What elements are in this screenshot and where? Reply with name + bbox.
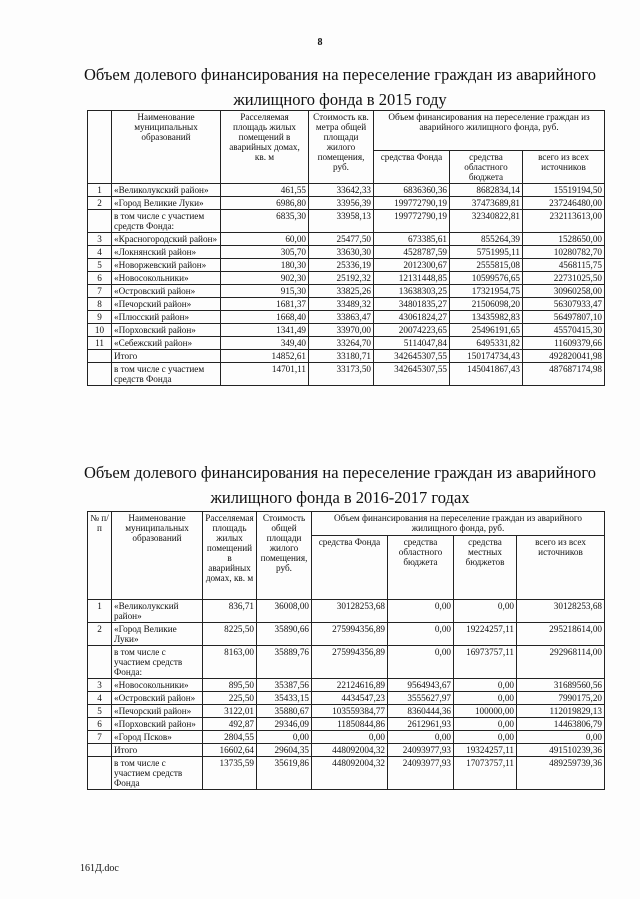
cell-num: 2 <box>88 623 112 646</box>
table1-title-line2: жилищного фонда в 2015 году <box>233 90 447 109</box>
cell-fund: 275994356,89 <box>312 646 388 679</box>
cell-total: 15519194,50 <box>523 184 605 197</box>
cell-name: «Островский район» <box>112 692 203 705</box>
cell-cost: 25477,50 <box>309 233 374 246</box>
cell-cost: 33173,50 <box>309 363 374 386</box>
cell-area: 8225,50 <box>203 623 257 646</box>
cell-regional: 0,00 <box>388 623 454 646</box>
cell-regional: 10599576,65 <box>450 272 523 285</box>
cell-name: в том числе с участием средств Фонда: <box>112 646 203 679</box>
table-row <box>88 600 605 623</box>
table-row <box>88 731 605 744</box>
cell-area: 461,55 <box>221 184 309 197</box>
cell-fund: 342645307,55 <box>374 350 450 363</box>
cell-area: 6835,30 <box>221 210 309 233</box>
cell-area: 14701,11 <box>221 363 309 386</box>
cell-area: 895,50 <box>203 679 257 692</box>
table-2016-2017 <box>87 511 605 790</box>
cell-fund: 43061824,27 <box>374 311 450 324</box>
cell-fund: 5114047,84 <box>374 337 450 350</box>
cell-area: 3122,01 <box>203 705 257 718</box>
cell-name: «Печорский район» <box>112 705 203 718</box>
cell-name: «Порховский район» <box>112 324 221 337</box>
cell-area: 349,40 <box>221 337 309 350</box>
cell-total: 1528650,00 <box>523 233 605 246</box>
cell-num <box>88 350 112 363</box>
table1-header-area: Расселяемая площадь жилых помещений в аварийных домах, кв. м <box>221 111 309 184</box>
table2-header-num: № п/п <box>88 512 112 600</box>
cell-num: 2 <box>88 197 112 210</box>
cell-fund: 30128253,68 <box>312 600 388 623</box>
cell-name: «Красногородский район» <box>112 233 221 246</box>
table-row <box>88 197 605 210</box>
cell-fund: 103559384,77 <box>312 705 388 718</box>
cell-cost: 36008,00 <box>257 600 312 623</box>
cell-regional: 17321954,75 <box>450 285 523 298</box>
table1-title <box>80 62 600 112</box>
table-row <box>88 363 605 386</box>
cell-cost: 33180,71 <box>309 350 374 363</box>
cell-fund: 673385,61 <box>374 233 450 246</box>
cell-fund: 199772790,19 <box>374 197 450 210</box>
cell-num <box>88 646 112 679</box>
cell-total: 56307933,47 <box>523 298 605 311</box>
cell-local: 19324257,11 <box>454 744 517 757</box>
page-number: 8 <box>317 37 323 48</box>
cell-num: 5 <box>88 705 112 718</box>
table-row <box>88 259 605 272</box>
cell-cost: 29604,35 <box>257 744 312 757</box>
cell-name: Итого <box>112 744 203 757</box>
cell-total: 45570415,30 <box>523 324 605 337</box>
cell-area: 6986,80 <box>221 197 309 210</box>
cell-cost: 33642,33 <box>309 184 374 197</box>
cell-fund: 4434547,23 <box>312 692 388 705</box>
table2-header-local: средства местных бюджетов <box>454 536 517 600</box>
table-row <box>88 757 605 790</box>
cell-cost: 33863,47 <box>309 311 374 324</box>
table1-header-fund: средства Фонда <box>374 151 450 184</box>
cell-total: 295218614,00 <box>517 623 605 646</box>
cell-regional: 13435982,83 <box>450 311 523 324</box>
table-row <box>88 692 605 705</box>
cell-regional: 6495331,82 <box>450 337 523 350</box>
cell-total: 30960258,00 <box>523 285 605 298</box>
cell-area: 180,30 <box>221 259 309 272</box>
cell-local: 0,00 <box>454 692 517 705</box>
cell-area: 60,00 <box>221 233 309 246</box>
cell-area: 16602,64 <box>203 744 257 757</box>
table-2015 <box>87 110 605 386</box>
cell-num: 3 <box>88 233 112 246</box>
cell-num <box>88 210 112 233</box>
table-row <box>88 246 605 259</box>
table-row <box>88 285 605 298</box>
cell-cost: 29346,09 <box>257 718 312 731</box>
cell-cost: 33630,30 <box>309 246 374 259</box>
cell-area: 1681,37 <box>221 298 309 311</box>
cell-total: 10280782,70 <box>523 246 605 259</box>
cell-fund: 0,00 <box>312 731 388 744</box>
table-row <box>88 272 605 285</box>
cell-area: 902,30 <box>221 272 309 285</box>
table2-header-regional: средства областного бюджета <box>388 536 454 600</box>
cell-num: 6 <box>88 272 112 285</box>
table-row <box>88 646 605 679</box>
cell-fund: 342645307,55 <box>374 363 450 386</box>
cell-cost: 35433,15 <box>257 692 312 705</box>
cell-area: 13735,59 <box>203 757 257 790</box>
cell-num: 1 <box>88 600 112 623</box>
cell-cost: 33825,26 <box>309 285 374 298</box>
table2-header-total: всего из всех источников <box>517 536 605 600</box>
cell-num: 7 <box>88 731 112 744</box>
table1-header-total: всего из всех источников <box>523 151 605 184</box>
cell-num: 4 <box>88 246 112 259</box>
cell-regional: 9564943,67 <box>388 679 454 692</box>
cell-total: 31689560,56 <box>517 679 605 692</box>
cell-name: в том числе с участием средств Фонда <box>112 363 221 386</box>
cell-total: 30128253,68 <box>517 600 605 623</box>
cell-name: «Себежский район» <box>112 337 221 350</box>
cell-total: 4568115,75 <box>523 259 605 272</box>
table-row <box>88 311 605 324</box>
cell-area: 225,50 <box>203 692 257 705</box>
cell-local: 0,00 <box>454 731 517 744</box>
cell-name: «Великолукский район» <box>112 184 221 197</box>
table2-header-fund: средства Фонда <box>312 536 388 600</box>
cell-local: 16973757,11 <box>454 646 517 679</box>
table-row <box>88 705 605 718</box>
cell-name: «Новосокольники» <box>112 679 203 692</box>
table-row <box>88 337 605 350</box>
table-row <box>88 210 605 233</box>
cell-cost: 0,00 <box>257 731 312 744</box>
cell-regional: 0,00 <box>388 600 454 623</box>
cell-name: «Островский район» <box>112 285 221 298</box>
table2-header-area: Расселяемая площадь жилых помещений в аварийных домах, кв. м <box>203 512 257 600</box>
cell-local: 19224257,11 <box>454 623 517 646</box>
cell-fund: 20074223,65 <box>374 324 450 337</box>
cell-total: 492820041,98 <box>523 350 605 363</box>
footer-filename: 161Д.doc <box>80 863 119 874</box>
cell-total: 11609379,66 <box>523 337 605 350</box>
table-row <box>88 350 605 363</box>
cell-num: 3 <box>88 679 112 692</box>
cell-area: 1341,49 <box>221 324 309 337</box>
cell-name: Итого <box>112 350 221 363</box>
cell-area: 836,71 <box>203 600 257 623</box>
cell-area: 492,87 <box>203 718 257 731</box>
cell-name: «Печорский район» <box>112 298 221 311</box>
cell-total: 22731025,50 <box>523 272 605 285</box>
cell-total: 489259739,36 <box>517 757 605 790</box>
table-row <box>88 184 605 197</box>
table-row <box>88 233 605 246</box>
table-row <box>88 744 605 757</box>
cell-num: 10 <box>88 324 112 337</box>
table-row <box>88 324 605 337</box>
cell-cost: 35880,67 <box>257 705 312 718</box>
cell-regional: 145041867,43 <box>450 363 523 386</box>
cell-regional: 0,00 <box>388 646 454 679</box>
cell-num: 7 <box>88 285 112 298</box>
table-row <box>88 623 605 646</box>
cell-name: «Новосокольники» <box>112 272 221 285</box>
cell-cost: 35889,76 <box>257 646 312 679</box>
cell-regional: 25496191,65 <box>450 324 523 337</box>
cell-cost: 33956,39 <box>309 197 374 210</box>
cell-total: 292968114,00 <box>517 646 605 679</box>
cell-regional: 5751995,11 <box>450 246 523 259</box>
cell-num <box>88 744 112 757</box>
cell-regional: 3555627,97 <box>388 692 454 705</box>
cell-num: 9 <box>88 311 112 324</box>
cell-num: 4 <box>88 692 112 705</box>
cell-total: 56497807,10 <box>523 311 605 324</box>
table2-title <box>80 460 600 510</box>
cell-regional: 32340822,81 <box>450 210 523 233</box>
cell-total: 0,00 <box>517 731 605 744</box>
table1-header-volume: Объем финансирования на переселение граждан из аварийного жилищного фонда, руб. <box>374 111 605 151</box>
cell-regional: 150174734,43 <box>450 350 523 363</box>
cell-name: «Город Великие Луки» <box>112 197 221 210</box>
cell-regional: 855264,39 <box>450 233 523 246</box>
cell-name: «Плюсский район» <box>112 311 221 324</box>
cell-regional: 24093977,93 <box>388 757 454 790</box>
cell-area: 305,70 <box>221 246 309 259</box>
cell-name: «Локнянский район» <box>112 246 221 259</box>
table2-title-line1: Объем долевого финансирования на переселение граждан из аварийного <box>83 463 597 482</box>
cell-name: «Город Псков» <box>112 731 203 744</box>
table1-header-regional: средства областного бюджета <box>450 151 523 184</box>
cell-name: «Город Великие Луки» <box>112 623 203 646</box>
cell-regional: 21506098,20 <box>450 298 523 311</box>
table1-header-num <box>88 111 112 184</box>
cell-area: 14852,61 <box>221 350 309 363</box>
cell-cost: 35387,56 <box>257 679 312 692</box>
table2-header-cost: Стоимость общей площади жилого помещения, руб. <box>257 512 312 600</box>
cell-cost: 33264,70 <box>309 337 374 350</box>
cell-local: 0,00 <box>454 679 517 692</box>
cell-name: в том числе с участием средств Фонда: <box>112 210 221 233</box>
cell-cost: 33958,13 <box>309 210 374 233</box>
cell-name: в том числе с участием средств Фонда <box>112 757 203 790</box>
cell-total: 7990175,20 <box>517 692 605 705</box>
table1-header-name: Наименование муниципальных образований <box>112 111 221 184</box>
cell-fund: 22124616,89 <box>312 679 388 692</box>
cell-cost: 35619,86 <box>257 757 312 790</box>
cell-local: 100000,00 <box>454 705 517 718</box>
cell-num: 6 <box>88 718 112 731</box>
cell-num: 5 <box>88 259 112 272</box>
cell-fund: 34801835,27 <box>374 298 450 311</box>
cell-cost: 25336,19 <box>309 259 374 272</box>
cell-fund: 11850844,86 <box>312 718 388 731</box>
cell-num <box>88 757 112 790</box>
cell-cost: 25192,32 <box>309 272 374 285</box>
cell-fund: 13638303,25 <box>374 285 450 298</box>
table2-header-name: Наименование муниципальных образований <box>112 512 203 600</box>
cell-cost: 33970,00 <box>309 324 374 337</box>
cell-regional: 8360444,36 <box>388 705 454 718</box>
cell-area: 915,30 <box>221 285 309 298</box>
table-row <box>88 718 605 731</box>
cell-name: «Порховский район» <box>112 718 203 731</box>
cell-regional: 0,00 <box>388 731 454 744</box>
cell-local: 0,00 <box>454 718 517 731</box>
cell-num: 8 <box>88 298 112 311</box>
cell-fund: 448092004,32 <box>312 757 388 790</box>
cell-regional: 8682834,14 <box>450 184 523 197</box>
cell-num: 11 <box>88 337 112 350</box>
cell-name: «Великолукский район» <box>112 600 203 623</box>
cell-total: 232113613,00 <box>523 210 605 233</box>
cell-fund: 275994356,89 <box>312 623 388 646</box>
table-row <box>88 298 605 311</box>
cell-total: 237246480,00 <box>523 197 605 210</box>
cell-area: 1668,40 <box>221 311 309 324</box>
table2-title-line2: жилищного фонда в 2016-2017 годах <box>210 488 470 507</box>
cell-cost: 33489,32 <box>309 298 374 311</box>
cell-regional: 24093977,93 <box>388 744 454 757</box>
cell-cost: 35890,66 <box>257 623 312 646</box>
cell-regional: 2555815,08 <box>450 259 523 272</box>
table-row <box>88 679 605 692</box>
cell-local: 17073757,11 <box>454 757 517 790</box>
cell-fund: 199772790,19 <box>374 210 450 233</box>
cell-num <box>88 363 112 386</box>
cell-local: 0,00 <box>454 600 517 623</box>
cell-regional: 37473689,81 <box>450 197 523 210</box>
cell-regional: 2612961,93 <box>388 718 454 731</box>
cell-total: 112019829,13 <box>517 705 605 718</box>
cell-fund: 12131448,85 <box>374 272 450 285</box>
cell-name: «Новоржевский район» <box>112 259 221 272</box>
cell-total: 487687174,98 <box>523 363 605 386</box>
cell-area: 2804,55 <box>203 731 257 744</box>
cell-fund: 2012300,67 <box>374 259 450 272</box>
table1-title-line1: Объем долевого финансирования на переселение граждан из аварийного <box>83 65 597 84</box>
cell-num: 1 <box>88 184 112 197</box>
cell-total: 491510239,36 <box>517 744 605 757</box>
cell-fund: 4528787,59 <box>374 246 450 259</box>
cell-fund: 448092004,32 <box>312 744 388 757</box>
cell-fund: 6836360,36 <box>374 184 450 197</box>
cell-area: 8163,00 <box>203 646 257 679</box>
table2-header-volume: Объем финансирования на переселение граждан из аварийного жилищного фонда, руб. <box>312 512 605 536</box>
table1-header-cost: Стоимость кв. метра общей площади жилого помещения, руб. <box>309 111 374 184</box>
cell-total: 14463806,79 <box>517 718 605 731</box>
